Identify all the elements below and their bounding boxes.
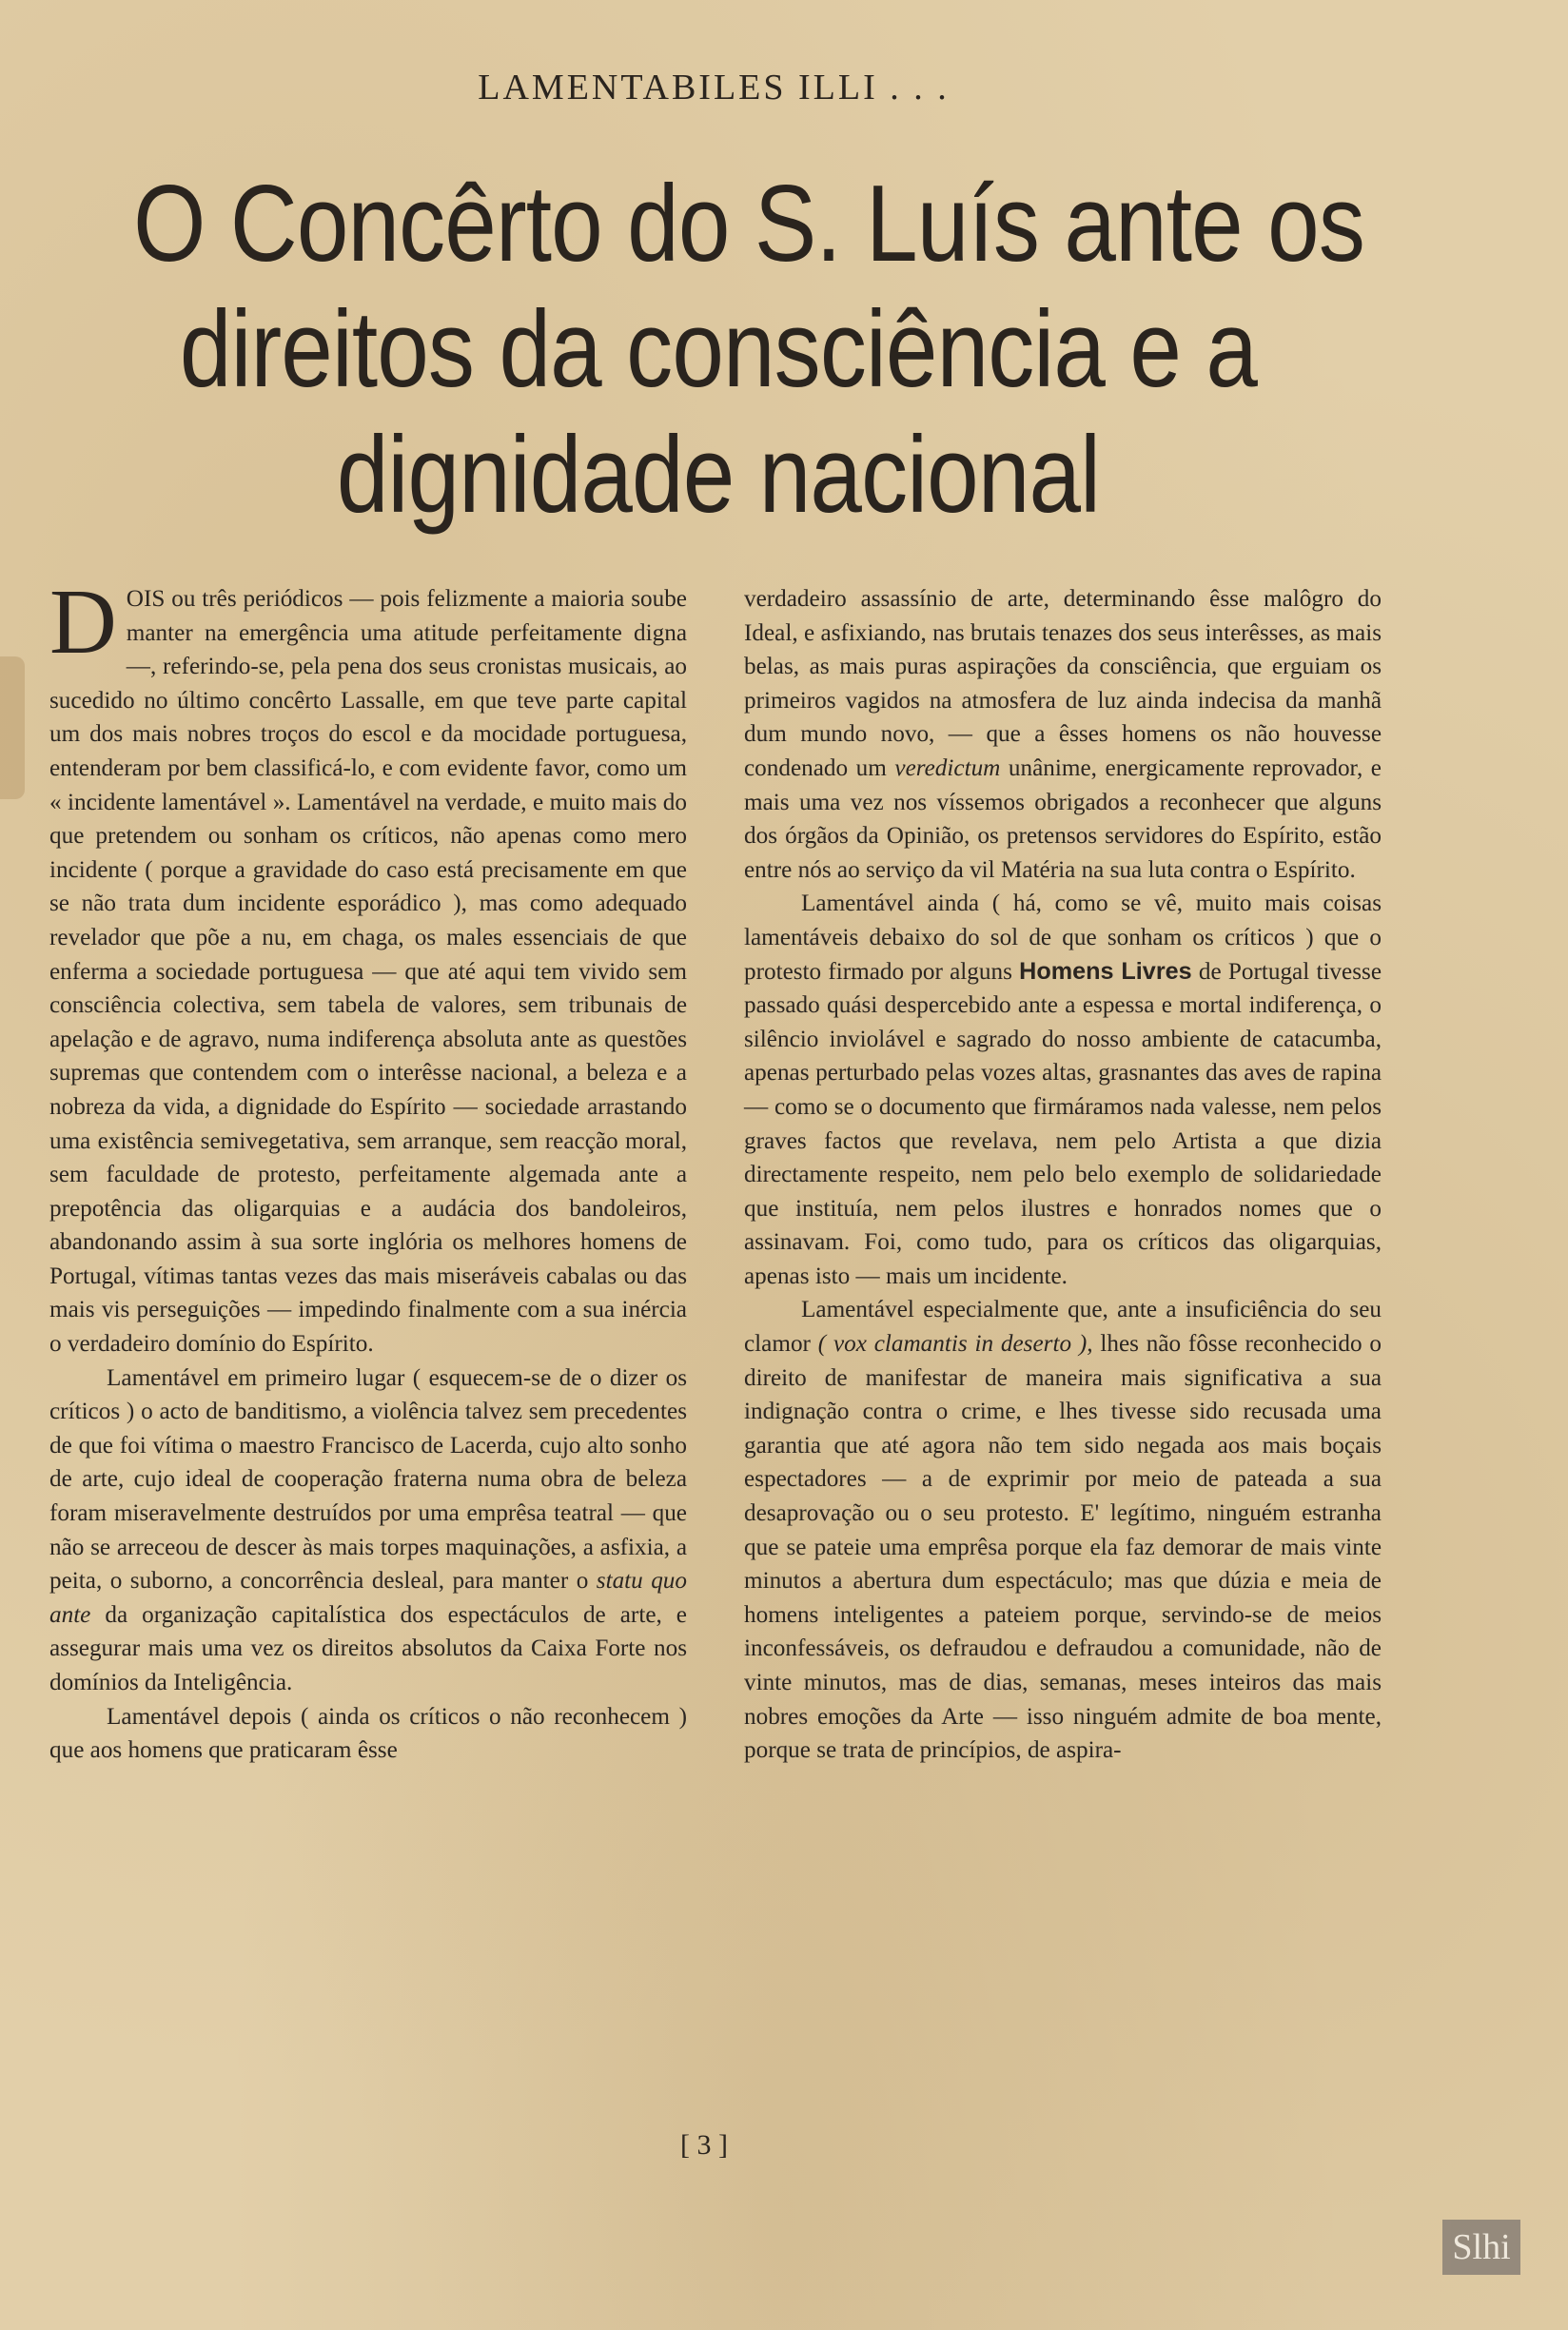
paragraph-text: Lamentável depois ( ainda os críticos o não reconhecem ) que aos homens que praticaram êsse: [49, 1703, 687, 1764]
paragraph-text: Lamentável ainda ( há, como se vê, muito mais coisas lamentáveis debaixo do sol de que sonham os críticos ) que o protesto firmado por alguns: [744, 891, 1382, 985]
drop-cap: D: [49, 571, 117, 674]
paragraph-text: da organização capitalística dos espectáculos de arte, e assegurar mais uma vez os direitos absolutos da Caixa Forte nos domínios da Inteligência.: [49, 1601, 687, 1695]
latin-phrase: veredictum: [894, 754, 1001, 781]
paragraph: [744, 582, 1382, 887]
headline-line-3: dignidade nacional: [336, 415, 1101, 536]
paragraph: [744, 887, 1382, 1293]
column-right: [744, 582, 1382, 1768]
paragraph-text: Lamentável especialmente que, ante a insuficiência do seu clamor: [744, 1297, 1382, 1358]
paragraph-text: de Portugal tivesse passado quási despercebido ante a espessa e mortal indiferença, o silêncio inviolável e sagrado do nosso ambiente de catacumba, apenas perturbado pelas vozes altas, grasnantes das aves de rapina — como se o documento que firmáramos nada valesse, nem pelos graves factos que revelava, nem pelo Artista a que dizia directamente respeito, nem pelo belo exemplo de solidariedade que instituía, nem pelos ilustres e honrados nomes que o assinavam. Foi, como tudo, para os críticos das oligarquias, apenas isto — mais um incidente.: [744, 958, 1382, 1289]
headline-line-2: direitos da consciência e a: [179, 289, 1258, 410]
paragraph: [49, 571, 687, 1361]
emphasized-name: Homens Livres: [1019, 957, 1192, 985]
headline-line-1: O Concêrto do S. Luís ante os: [133, 164, 1365, 284]
paragraph-text: ou três periódicos — pois felizmente a maioria soube manter na emergência uma atitude perfeitamente digna —, referindo-se, pela pena dos seus cronistas musicais, ao sucedido no último concêrto Lassalle, em que teve parte capital um dos mais nobres troços do escol e da mocidade portuguesa, entenderam por bem classificá-lo, e com evidente favor, como um « incidente lamentável ». Lamentável na verdade, e muito mais do que pretendem ou sonham os críticos, não apenas como mero incidente ( porque a gravidade do caso está precisamente em que se não trata dum incidente esporádico ), mas como adequado revelador que põe a nu, em chaga, os males essenciais de que enferma a sociedade portuguesa — que até aqui tem vivido sem consciência colectiva, sem tabela de valores, sem tribunais de apelação e de agravo, numa indiferença absoluta ante as questões supremas que contendem com o interêsse nacional, a beleza e a nobreza da vida, a dignidade do Espírito — sociedade arrastando uma existência semivegetativa, sem arranque, sem reacção moral, sem faculdade de protesto, perfeitamente algemada ante a prepotência das oligarquias e a audácia dos bandoleiros, abandonando assim à sua sorte inglória os melhores homens de Portugal, vítimas tantas vezes das mais miseráveis cabalas ou das mais vis perseguições — impedindo finalmente com a sua inércia o verdadeiro domínio do Espírito.: [49, 586, 687, 1358]
paragraph: [49, 1700, 687, 1768]
paragraph-text: Lamentável em primeiro lugar ( esquecem-se de o dizer os críticos ) o acto de banditismo, a violência talvez sem precedentes de que foi vítima o maestro Francisco de Lacerda, cujo alto sonho de arte, cujo ideal de cooperação fraterna numa obra de beleza foram miseravelmente destruídos por uma emprêsa teatral — que não se arreceou de descer às mais torpes maquinações, a asfixia, a peita, o suborno, a concorrência desleal, para manter o: [49, 1364, 687, 1595]
paragraph: [49, 1361, 687, 1700]
headline: [133, 162, 1365, 538]
paragraph-text: verdadeiro assassínio de arte, determinando êsse malôgro do Ideal, e asfixiando, nas brutais tenazes dos seus interêsses, as mais belas, as mais puras aspirações da consciência, que erguiam os primeiros vagidos na atmosfera de luz ainda indecisa da manhã dum mundo novo, — que a êsses homens os não houvesse condenado um: [744, 586, 1382, 781]
latin-phrase: statu quo ante: [49, 1568, 687, 1628]
column-left: [49, 571, 687, 1768]
page-number: [ 3 ]: [680, 2129, 728, 2161]
paragraph: [744, 1293, 1382, 1767]
article-body: [49, 571, 1382, 1768]
archive-logo: Slhi: [1442, 2220, 1520, 2275]
latin-phrase: ( vox clamantis in deserto ),: [817, 1331, 1093, 1358]
kicker-heading: LAMENTABILES ILLI . . .: [478, 68, 950, 108]
paper-stain: [0, 656, 25, 799]
paragraph-text: unânime, energicamente reprovador, e mais uma vez nos víssemos obrigados a reconhecer que alguns dos órgãos da Opinião, os pretensos servidores do Espírito, estão entre nós ao serviço da vil Matéria na sua luta contra o Espírito.: [744, 754, 1382, 883]
paragraph-text: lhes não fôsse reconhecido o direito de manifestar de maneira mais significativa a sua indignação contra o crime, e lhes tivesse sido recusada uma garantia que até agora não tem sido negada aos mais boçais espectadores — a de exprimir por meio de pateada a sua desaprovação ou o seu protesto. E' legítimo, ninguém estranha que se pateie uma emprêsa porque ela faz demorar de mais vinte minutos a abertura dum espectáculo; mas que dúzia e meia de homens inteligentes a pateiem porque, servindo-se de meios inconfessáveis, os defraudou e defraudou a comunidade, não de vinte minutos, mas de dias, semanas, meses inteiros das mais nobres emoções da Arte — isso ninguém admite de boa mente, porque se trata de princípios, de aspira-: [744, 1331, 1382, 1764]
lead-word: OIS: [126, 586, 166, 612]
